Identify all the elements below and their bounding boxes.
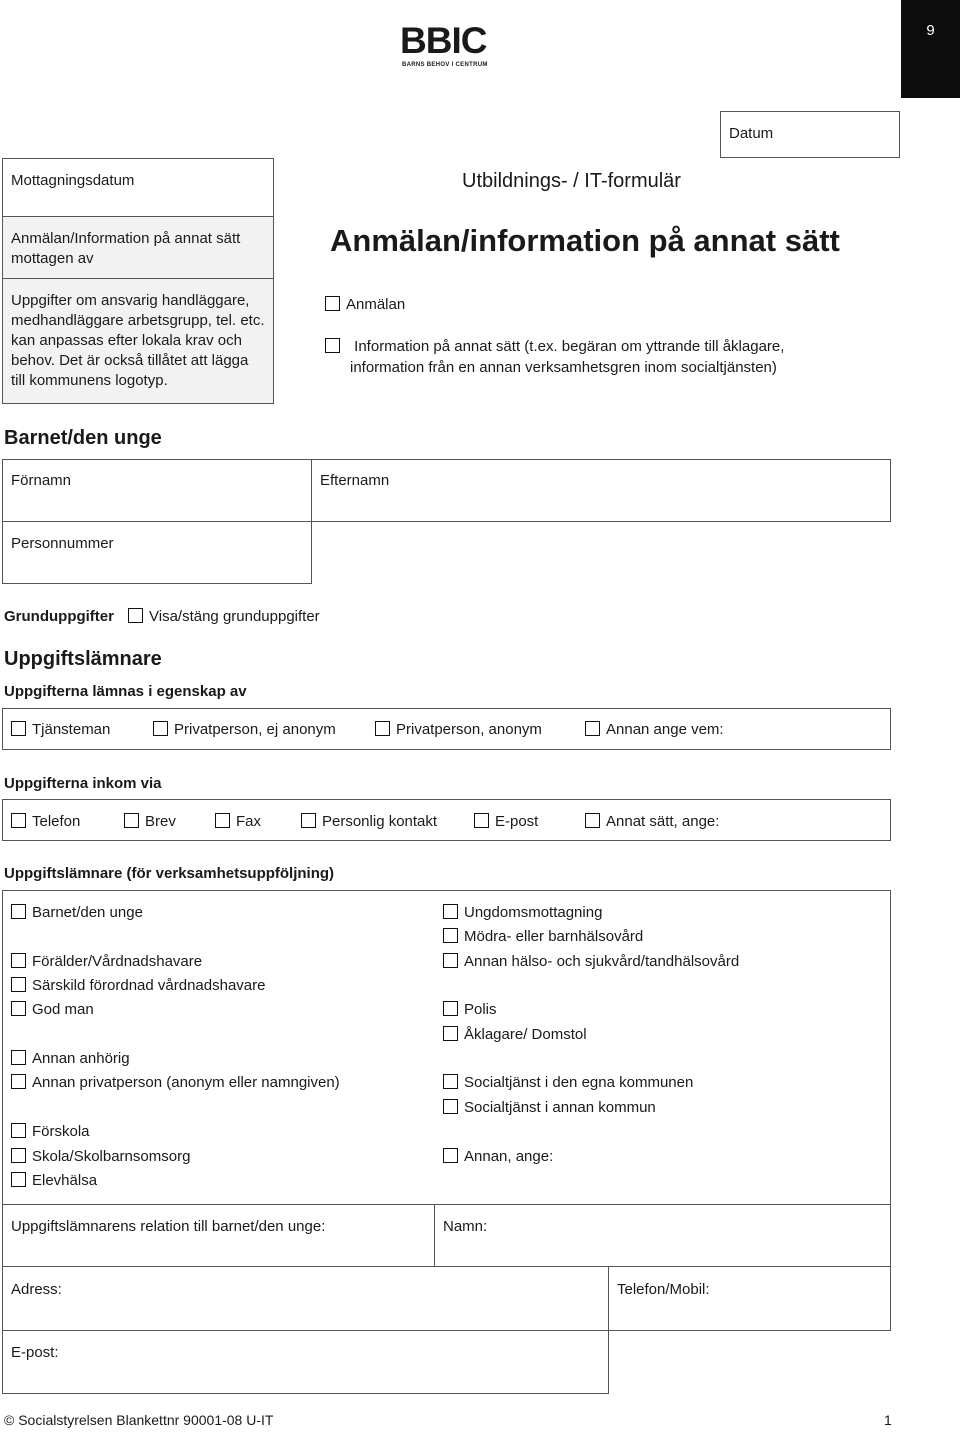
channel-option-label: Telefon [32, 813, 81, 830]
email-field[interactable] [2, 1330, 609, 1394]
checkbox-icon[interactable] [11, 977, 26, 992]
followup-option[interactable] [11, 953, 202, 970]
followup-option[interactable] [11, 1074, 340, 1091]
followup-option[interactable] [443, 1148, 553, 1165]
report-option-label: Anmälan [346, 296, 406, 313]
checkbox-icon[interactable] [11, 1001, 26, 1016]
name-field[interactable] [434, 1204, 891, 1267]
page-title: Anmälan/information på annat sätt [330, 223, 840, 258]
followup-option-label: Mödra- eller barnhälsovård [464, 928, 644, 945]
channel-option[interactable] [301, 813, 437, 830]
address-label: Adress: [11, 1281, 62, 1298]
info-box [2, 158, 274, 404]
checkbox-icon[interactable] [215, 813, 230, 828]
checkbox-icon[interactable] [325, 296, 340, 311]
first-name-field[interactable] [2, 459, 312, 522]
followup-label: Uppgiftslämnare (för verksamhetsuppföljning) [4, 865, 335, 882]
followup-option-label: Polis [464, 1001, 497, 1018]
followup-option[interactable] [11, 904, 143, 921]
followup-option[interactable] [443, 1001, 497, 1018]
followup-option-label: Skola/Skolbarnsomsorg [32, 1148, 191, 1165]
info-option-label: Information på annat sätt (t.ex. begäran om yttrande till åklagare, [354, 338, 785, 355]
phone-label: Telefon/Mobil: [617, 1281, 710, 1298]
followup-option[interactable] [443, 928, 643, 945]
child-section-title: Barnet/den unge [4, 427, 162, 449]
report-option[interactable] [325, 296, 405, 313]
capacity-option-label: Tjänsteman [32, 721, 111, 738]
informant-title: Uppgiftslämnare [4, 648, 162, 670]
followup-option-label: Särskild förordnad vårdnadshavare [32, 977, 266, 994]
personal-number-field[interactable] [2, 521, 312, 584]
footer-page: 1 [884, 1412, 892, 1428]
channel-label: Uppgifterna inkom via [4, 775, 162, 792]
checkbox-icon[interactable] [11, 1074, 26, 1089]
checkbox-icon[interactable] [325, 338, 340, 353]
checkbox-icon[interactable] [375, 721, 390, 736]
followup-option[interactable] [443, 1026, 587, 1043]
followup-option-label: Annan anhörig [32, 1050, 130, 1067]
capacity-label: Uppgifterna lämnas i egenskap av [4, 683, 247, 700]
channel-option-label: Annat sätt, ange: [606, 813, 720, 830]
name-label: Namn: [443, 1218, 488, 1235]
checkbox-icon[interactable] [11, 721, 26, 736]
channel-option-label: Fax [236, 813, 262, 830]
basic-info-toggle-label: Visa/stäng grunduppgifter [149, 608, 320, 625]
checkbox-icon[interactable] [11, 1172, 26, 1187]
followup-option-label: Elevhälsa [32, 1172, 98, 1189]
followup-option-label: Förälder/Vårdnadshavare [32, 953, 203, 970]
channel-option[interactable] [585, 813, 719, 830]
channel-option-label: Personlig kontakt [322, 813, 438, 830]
phone-field[interactable] [608, 1266, 891, 1331]
bbic-logo [400, 20, 506, 70]
followup-option[interactable] [11, 1050, 130, 1067]
followup-option-label: Förskola [32, 1123, 90, 1140]
channel-option[interactable] [124, 813, 176, 830]
checkbox-icon[interactable] [124, 813, 139, 828]
followup-option-label: Annan privatperson (anonym eller namngiven) [32, 1074, 340, 1091]
followup-option[interactable] [443, 1074, 693, 1091]
capacity-option[interactable] [11, 721, 110, 738]
form-type: Utbildnings- / IT-formulär [462, 170, 681, 192]
checkbox-icon[interactable] [585, 813, 600, 828]
followup-option-label: Socialtjänst i annan kommun [464, 1099, 656, 1116]
followup-option[interactable] [11, 1172, 97, 1189]
basic-info-label: Grunduppgifter [4, 608, 114, 625]
page-number: 9 [901, 0, 960, 98]
email-label: E-post: [11, 1344, 59, 1361]
checkbox-icon[interactable] [443, 953, 458, 968]
checkbox-icon[interactable] [443, 904, 458, 919]
checkbox-icon[interactable] [443, 928, 458, 943]
footer-copyright: © Socialstyrelsen Blankettnr 90001-08 U-IT [4, 1412, 274, 1428]
capacity-option[interactable] [153, 721, 336, 738]
checkbox-icon[interactable] [443, 1001, 458, 1016]
address-field[interactable] [2, 1266, 609, 1331]
channel-option[interactable] [11, 813, 80, 830]
checkbox-icon[interactable] [153, 721, 168, 736]
checkbox-icon[interactable] [11, 953, 26, 968]
channel-option-label: E-post [495, 813, 539, 830]
relation-label: Uppgiftslämnarens relation till barnet/den unge: [11, 1218, 326, 1235]
checkbox-icon[interactable] [11, 1050, 26, 1065]
channel-option-label: Brev [145, 813, 176, 830]
capacity-option[interactable] [585, 721, 724, 738]
followup-option[interactable] [11, 1123, 90, 1140]
followup-option[interactable] [11, 977, 265, 994]
received-date-field[interactable]: Mottagningsdatum [3, 159, 273, 217]
followup-option-label: Socialtjänst i den egna kommunen [464, 1074, 694, 1091]
channel-option[interactable] [474, 813, 538, 830]
followup-option[interactable] [443, 953, 739, 970]
datum-field[interactable]: Datum [720, 111, 900, 158]
logo-mark: BBIC [400, 20, 487, 61]
followup-option[interactable] [11, 1001, 94, 1018]
channel-option[interactable] [215, 813, 261, 830]
followup-option-label: Åklagare/ Domstol [464, 1026, 587, 1043]
followup-option[interactable] [443, 904, 602, 921]
checkbox-icon[interactable] [474, 813, 489, 828]
first-name-label: Förnamn [11, 472, 72, 489]
info-option[interactable] [325, 338, 784, 355]
capacity-option-label: Annan ange vem: [606, 721, 724, 738]
followup-option-label: Annan hälso- och sjukvård/tandhälsovård [464, 953, 740, 970]
relation-field[interactable] [2, 1204, 435, 1267]
capacity-option-label: Privatperson, ej anonym [174, 721, 336, 738]
followup-option-label: God man [32, 1001, 94, 1018]
info-option-label-line2: information från en annan verksamhetsgren inom socialtjänsten) [350, 359, 777, 376]
checkbox-icon[interactable] [128, 608, 143, 623]
followup-option[interactable] [443, 1099, 656, 1116]
followup-option-label: Barnet/den unge [32, 904, 143, 921]
checkbox-icon[interactable] [585, 721, 600, 736]
checkbox-icon[interactable] [11, 904, 26, 919]
basic-info-toggle[interactable] [128, 608, 320, 625]
checkbox-icon[interactable] [443, 1074, 458, 1089]
followup-option-label: Annan, ange: [464, 1148, 554, 1165]
checkbox-icon[interactable] [443, 1026, 458, 1041]
checkbox-icon[interactable] [11, 813, 26, 828]
logo-tagline: BARNS BEHOV I CENTRUM [402, 62, 488, 68]
checkbox-icon[interactable] [11, 1123, 26, 1138]
checkbox-icon[interactable] [443, 1148, 458, 1163]
last-name-label: Efternamn [320, 472, 390, 489]
checkbox-icon[interactable] [11, 1148, 26, 1163]
checkbox-icon[interactable] [443, 1099, 458, 1114]
followup-option[interactable] [11, 1148, 190, 1165]
personal-number-label: Personnummer [11, 535, 114, 552]
last-name-field[interactable] [311, 459, 891, 522]
followup-option-label: Ungdomsmottagning [464, 904, 603, 921]
received-type-field[interactable]: Anmälan/Information på annat sätt mottagen av [3, 217, 273, 279]
handler-info-field[interactable]: Uppgifter om ansvarig handläggare, medhandläggare arbetsgrupp, tel. etc. kan anpassas efter lokala krav och behov. Det är också tillåtet att lägga till kommunens logotyp. [3, 279, 273, 403]
checkbox-icon[interactable] [301, 813, 316, 828]
capacity-option-label: Privatperson, anonym [396, 721, 542, 738]
capacity-option[interactable] [375, 721, 542, 738]
